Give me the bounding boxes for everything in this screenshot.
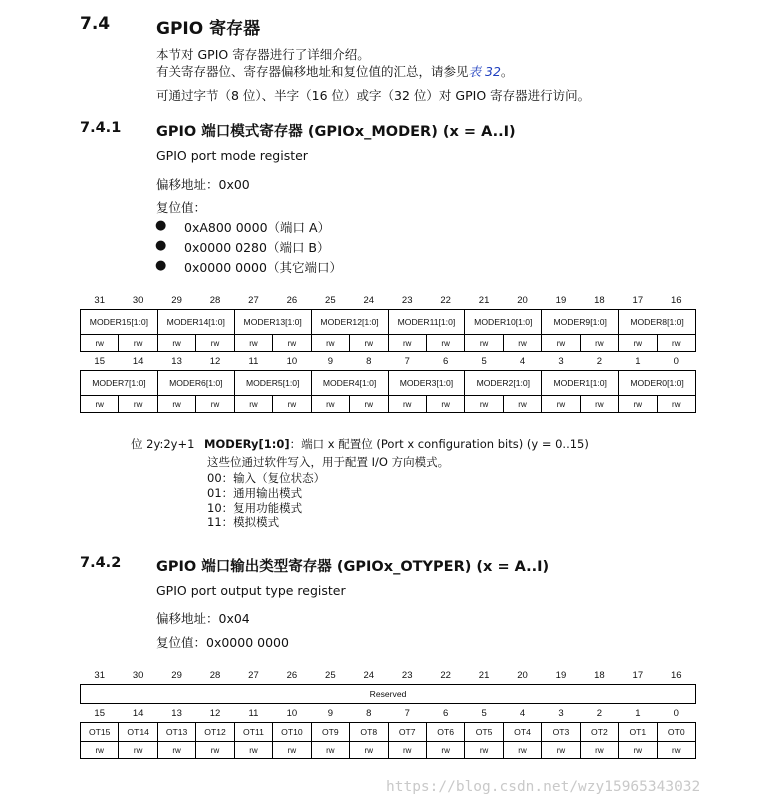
subsection-number: 7.4.1: [80, 120, 122, 136]
access-cell: rw: [234, 396, 272, 413]
register-field: OT11: [234, 723, 272, 742]
bit-number: 1: [635, 707, 641, 719]
bit-number: 18: [594, 294, 605, 306]
section-title: GPIO 寄存器: [156, 19, 261, 39]
bullet-icon: ●: [155, 218, 167, 233]
register-field: MODER4[1:0]: [311, 371, 388, 396]
bullet-icon: ●: [155, 258, 167, 273]
access-cell: rw: [619, 335, 657, 352]
field-description: [131, 436, 589, 452]
access-cell: rw: [580, 396, 618, 413]
register-field: OT12: [196, 723, 234, 742]
bit-number: 7: [404, 355, 410, 367]
intro-line-2-text: 有关寄存器位、寄存器偏移地址和复位值的汇总，请参见: [156, 64, 469, 79]
access-cell: rw: [388, 396, 426, 413]
register-subtitle: GPIO port mode register: [156, 148, 308, 163]
bit-number: 30: [132, 294, 144, 306]
access-cell: rw: [311, 335, 349, 352]
register-field: MODER7[1:0]: [81, 371, 158, 396]
bit-number: 17: [632, 294, 644, 306]
offset-address: 偏移地址：0x04: [156, 611, 250, 626]
mode-00: 00：输入（复位状态）: [207, 471, 326, 485]
bit-number: 15: [94, 707, 105, 719]
access-cell: rw: [119, 742, 157, 759]
access-cell: rw: [388, 742, 426, 759]
bit-number: 31: [94, 669, 105, 681]
bit-number: 2: [596, 355, 603, 367]
access-cell: rw: [273, 742, 311, 759]
bit-number: 4: [519, 355, 526, 367]
access-cell: rw: [542, 396, 580, 413]
access-note: 可通过字节（8 位）、半字（16 位）或字（32 位）对 GPIO 寄存器进行访问。: [156, 88, 591, 103]
bit-number: 30: [132, 669, 144, 681]
bit-number: 19: [555, 294, 567, 306]
bit-number: 27: [248, 669, 259, 681]
register-field: MODER12[1:0]: [311, 310, 388, 335]
field-summary: ：端口 x 配置位 (Port x configuration bits) (y = 0..15): [289, 437, 589, 451]
bit-number: 21: [478, 669, 490, 681]
bit-number: 14: [132, 707, 144, 719]
access-cell: rw: [350, 335, 388, 352]
register-field: MODER14[1:0]: [157, 310, 234, 335]
access-cell: rw: [119, 396, 157, 413]
bit-number: 18: [594, 669, 605, 681]
register-field: MODER0[1:0]: [619, 371, 696, 396]
intro-line-2: [156, 62, 513, 80]
bit-number: 13: [171, 355, 182, 367]
bit-number: 16: [670, 294, 682, 306]
register-field: OT5: [465, 723, 503, 742]
access-cell: rw: [580, 335, 618, 352]
reserved-field: Reserved: [81, 685, 696, 704]
register-field: OT0: [657, 723, 695, 742]
bit-number: 22: [440, 669, 451, 681]
access-cell: rw: [426, 335, 464, 352]
register-field: MODER10[1:0]: [465, 310, 542, 335]
offset-address: 偏移地址：0x00: [156, 177, 250, 192]
register-field: MODER9[1:0]: [542, 310, 619, 335]
bit-number: 4: [519, 707, 526, 719]
bit-number: 0: [673, 355, 679, 367]
access-cell: rw: [119, 335, 157, 352]
access-cell: rw: [465, 335, 503, 352]
bit-number: 27: [248, 294, 259, 306]
bit-number: 9: [327, 707, 333, 719]
moder-register-table: [80, 291, 696, 413]
subsection-title: GPIO 端口模式寄存器 (GPIOx_MODER) (x = A..I): [156, 124, 516, 140]
field-bits: 位 2y:2y+1: [131, 437, 195, 451]
access-cell: rw: [657, 335, 695, 352]
mode-10: 10：复用功能模式: [207, 501, 303, 515]
register-field: MODER1[1:0]: [542, 371, 619, 396]
bit-number: 8: [366, 707, 372, 719]
bit-number: 23: [401, 294, 413, 306]
bit-number: 28: [209, 294, 221, 306]
bit-number: 25: [325, 669, 336, 681]
access-cell: rw: [196, 396, 234, 413]
register-field: OT10: [273, 723, 311, 742]
bit-number: 19: [555, 669, 567, 681]
access-cell: rw: [388, 335, 426, 352]
access-cell: rw: [503, 396, 541, 413]
access-cell: rw: [273, 396, 311, 413]
access-cell: rw: [465, 742, 503, 759]
access-cell: rw: [196, 335, 234, 352]
access-cell: rw: [311, 396, 349, 413]
bullet-icon: ●: [155, 238, 167, 253]
bit-number: 7: [404, 707, 410, 719]
otyper-register-table: [80, 666, 696, 759]
register-field: OT8: [350, 723, 388, 742]
bit-number: 31: [94, 294, 105, 306]
access-cell: rw: [350, 396, 388, 413]
bit-number: 23: [401, 669, 413, 681]
watermark-text: https://blog.csdn.net/wzy15965343032: [386, 779, 701, 795]
field-name: MODERy[1:0]: [204, 437, 290, 451]
mode-11: 11：模拟模式: [207, 515, 280, 529]
access-cell: rw: [619, 396, 657, 413]
register-field: OT4: [503, 723, 541, 742]
bit-number: 24: [363, 294, 375, 306]
bit-number: 5: [481, 707, 487, 719]
bit-number: 10: [286, 355, 298, 367]
register-field: OT6: [426, 723, 464, 742]
register-field: OT9: [311, 723, 349, 742]
bit-number: 14: [132, 355, 144, 367]
access-cell: rw: [157, 396, 195, 413]
bit-number: 29: [171, 294, 182, 306]
register-field: OT2: [580, 723, 618, 742]
access-cell: rw: [619, 742, 657, 759]
bit-number: 17: [632, 669, 644, 681]
intro-line-1: 本节对 GPIO 寄存器进行了详细介绍。: [156, 47, 370, 62]
access-cell: rw: [657, 742, 695, 759]
reset-label: 复位值：: [156, 200, 207, 215]
access-cell: rw: [657, 396, 695, 413]
bit-number: 21: [478, 294, 490, 306]
access-cell: rw: [234, 335, 272, 352]
bit-number: 20: [517, 669, 528, 681]
register-field: MODER3[1:0]: [388, 371, 465, 396]
access-cell: rw: [426, 742, 464, 759]
bit-number: 9: [327, 355, 333, 367]
access-cell: rw: [311, 742, 349, 759]
access-cell: rw: [426, 396, 464, 413]
register-field: MODER11[1:0]: [388, 310, 465, 335]
reset-value-other: 0x0000 0000（其它端口）: [184, 260, 342, 275]
subsection-number: 7.4.2: [80, 555, 122, 571]
access-cell: rw: [503, 742, 541, 759]
access-cell: rw: [465, 396, 503, 413]
register-field: MODER8[1:0]: [619, 310, 696, 335]
access-cell: rw: [542, 742, 580, 759]
section-number: 7.4: [80, 14, 111, 34]
access-cell: rw: [350, 742, 388, 759]
bit-number: 16: [670, 669, 682, 681]
register-field: OT1: [619, 723, 657, 742]
reset-value-b: 0x0000 0280（端口 B）: [184, 240, 330, 255]
bit-number: 5: [481, 355, 487, 367]
register-field: MODER5[1:0]: [234, 371, 311, 396]
reset-value-a: 0xA800 0000（端口 A）: [184, 220, 331, 235]
access-cell: rw: [503, 335, 541, 352]
bit-number: 26: [286, 294, 298, 306]
bit-number: 22: [440, 294, 451, 306]
table-reference-link[interactable]: 表 32: [468, 64, 501, 79]
register-field: OT7: [388, 723, 426, 742]
bit-number: 6: [443, 707, 449, 719]
bit-number: 25: [325, 294, 336, 306]
register-field: OT3: [542, 723, 580, 742]
bit-number: 11: [248, 707, 259, 719]
access-cell: rw: [81, 335, 119, 352]
register-field: MODER13[1:0]: [234, 310, 311, 335]
reset-value: 复位值：0x0000 0000: [156, 635, 289, 650]
register-field: MODER15[1:0]: [81, 310, 158, 335]
access-cell: rw: [580, 742, 618, 759]
subsection-title: GPIO 端口输出类型寄存器 (GPIOx_OTYPER) (x = A..I): [156, 559, 550, 575]
bit-number: 1: [635, 355, 641, 367]
bit-number: 10: [286, 707, 298, 719]
bit-number: 13: [171, 707, 182, 719]
bit-number: 15: [94, 355, 105, 367]
bit-number: 6: [443, 355, 449, 367]
register-field: OT13: [157, 723, 195, 742]
bit-number: 28: [209, 669, 221, 681]
bit-number: 0: [673, 707, 679, 719]
register-subtitle: GPIO port output type register: [156, 583, 346, 598]
access-cell: rw: [542, 335, 580, 352]
bit-number: 24: [363, 669, 375, 681]
access-cell: rw: [234, 742, 272, 759]
bit-number: 3: [558, 707, 564, 719]
register-field: OT15: [81, 723, 119, 742]
bit-number: 12: [209, 355, 221, 367]
bit-number: 26: [286, 669, 298, 681]
bit-number: 20: [517, 294, 528, 306]
access-cell: rw: [157, 742, 195, 759]
bit-number: 29: [171, 669, 182, 681]
access-cell: rw: [157, 335, 195, 352]
register-field: OT14: [119, 723, 157, 742]
mode-01: 01：通用输出模式: [207, 486, 303, 500]
access-cell: rw: [81, 396, 119, 413]
access-cell: rw: [81, 742, 119, 759]
bit-number: 2: [596, 707, 603, 719]
access-cell: rw: [196, 742, 234, 759]
bit-number: 12: [209, 707, 221, 719]
register-field: MODER2[1:0]: [465, 371, 542, 396]
bit-number: 11: [248, 355, 259, 367]
register-field: MODER6[1:0]: [157, 371, 234, 396]
field-detail: 这些位通过软件写入，用于配置 I/O 方向模式。: [207, 455, 450, 469]
intro-line-2-end: 。: [500, 64, 514, 79]
bit-number: 3: [558, 355, 564, 367]
access-cell: rw: [273, 335, 311, 352]
bit-number: 8: [366, 355, 372, 367]
